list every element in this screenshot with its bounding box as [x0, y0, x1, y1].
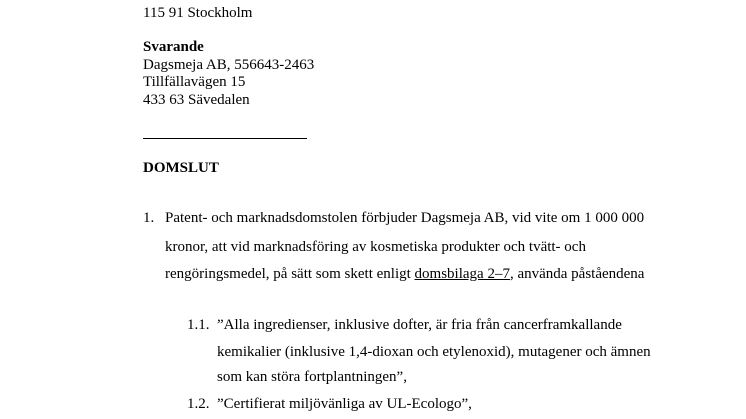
section-divider — [143, 138, 307, 139]
verdict-heading: DOMSLUT — [143, 160, 219, 176]
respondent-street: Tillfällavägen 15 — [143, 74, 246, 90]
sub-item-1-2-line-1: ”Certifierat miljövänliga av UL-Ecologo”, — [217, 396, 472, 412]
sub-item-1-1-line-3: som kan störa fortplantningen”, — [217, 369, 407, 385]
item-1-line-2: kronor, att vid marknadsföring av kosmetiska produkter och tvätt- och — [165, 239, 586, 255]
sub-item-1-2-number: 1.2. — [187, 396, 210, 412]
item-1-line-3-start: rengöringsmedel, på sätt som skett enligt — [165, 266, 415, 282]
item-1-number: 1. — [143, 210, 155, 226]
item-1-line-3-end: , använda påståendena — [509, 266, 645, 282]
sub-item-1-1-line-1: ”Alla ingredienser, inklusive dofter, är fria från cancerframkallande — [217, 317, 622, 333]
plaintiff-postal-address: 115 91 Stockholm — [143, 5, 253, 21]
item-1-line-1: Patent- och marknadsdomstolen förbjuder Dagsmeja AB, vid vite om 1 000 000 — [165, 210, 645, 226]
item-1-line-3 — [165, 265, 644, 283]
respondent-name: Dagsmeja AB, 556643-2463 — [143, 57, 315, 73]
respondent-postal: 433 63 Sävedalen — [143, 92, 250, 108]
respondent-heading: Svarande — [143, 39, 204, 55]
sub-item-1-1-number: 1.1. — [187, 317, 210, 333]
exhibit-reference-link[interactable]: domsbilaga 2–7 — [414, 266, 510, 282]
sub-item-1-1-line-2: kemikalier (inklusive 1,4-dioxan och etylenoxid), mutagener och ämnen — [217, 344, 651, 360]
